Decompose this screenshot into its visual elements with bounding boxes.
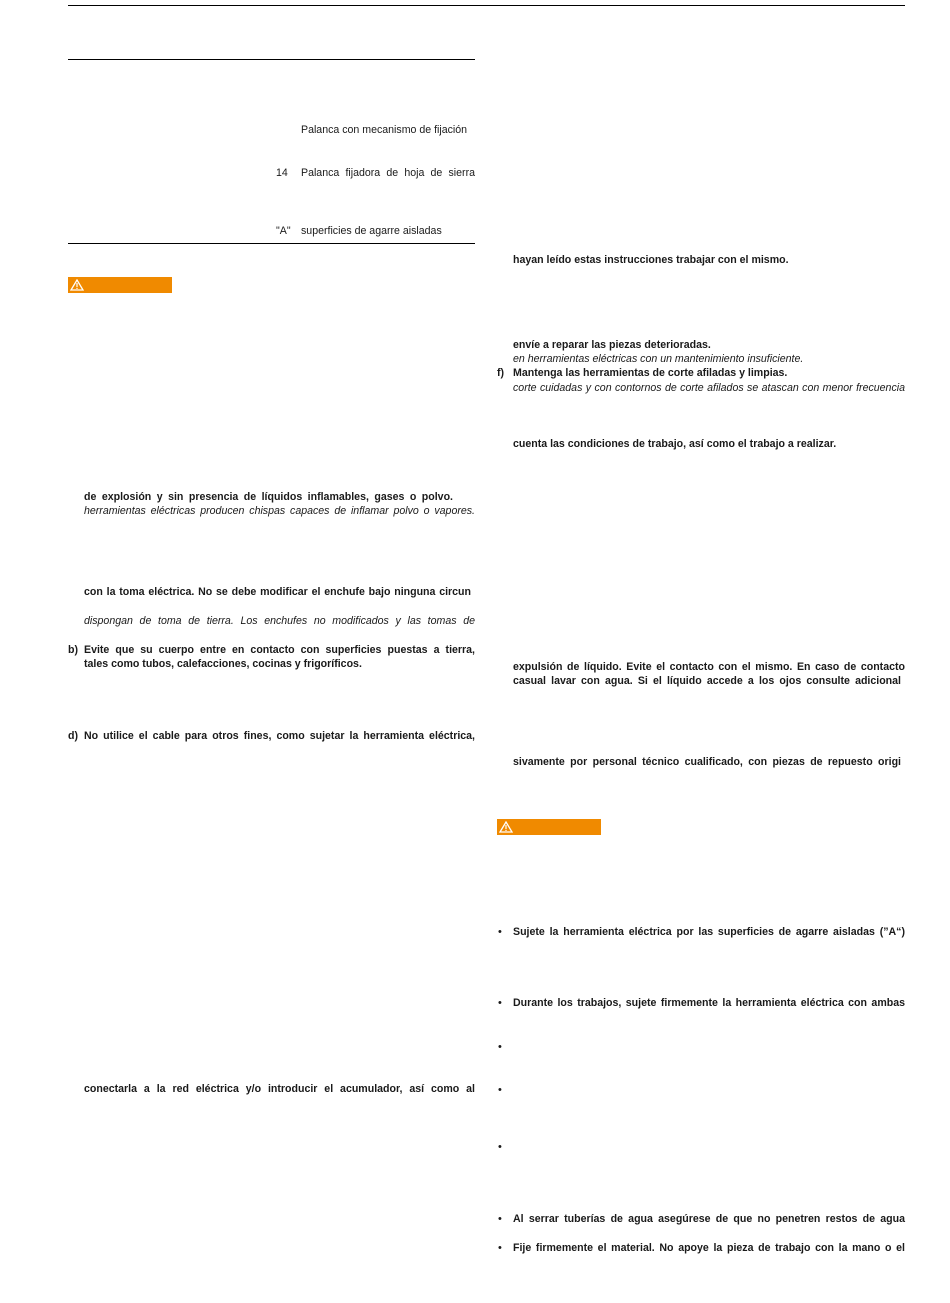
item-f-italic: corte cuidadas y con contornos de corte afilados se atascan con menor frecuencia <box>513 382 905 394</box>
bullet-symbol: • <box>498 926 502 938</box>
conditions-line: cuenta las condiciones de trabajo, así como el trabajo a realizar. <box>513 438 837 450</box>
legend-lever-locking: Palanca con mecanismo de fijación <box>301 124 468 136</box>
legend-top-rule <box>68 59 475 60</box>
connect-power-line: conectarla a la red eléctrica y/o introducir el acumulador, así como al <box>84 1083 475 1095</box>
liquid-line-2: casual lavar con agua. Si el líquido accede a los ojos consulte adicional <box>513 675 901 687</box>
bullet-symbol: • <box>498 1084 502 1096</box>
read-instructions-line: hayan leído estas instrucciones trabajar con el mismo. <box>513 254 789 266</box>
bullet-hold-text: Durante los trabajos, sujete firmemente la herramienta eléctrica con ambas <box>513 997 905 1009</box>
item-b-marker: b) <box>68 644 78 656</box>
bullet-fix-text: Fije firmemente el material. No apoye la pieza de trabajo con la mano o el <box>513 1242 905 1254</box>
item-f-marker: f) <box>497 367 505 379</box>
warning-banner-saw <box>497 819 601 835</box>
warning-triangle-icon <box>70 279 84 291</box>
legend-bottom-rule <box>68 243 475 244</box>
bullet-symbol: • <box>498 997 502 1009</box>
item-d-line-1: No utilice el cable para otros fines, como sujetar la herramienta eléctrica, <box>84 730 475 742</box>
explosion-warning-italic: herramientas eléctricas producen chispas capaces de inflamar polvo o vapores. <box>84 505 475 517</box>
bullet-symbol: • <box>498 1213 502 1225</box>
bullet-symbol: • <box>498 1141 502 1153</box>
bullet-grip-text: Sujete la herramienta eléctrica por las superficies de agarre aisladas (”A“) <box>513 926 905 938</box>
plug-warning-italic: dispongan de toma de tierra. Los enchufes no modificados y las tomas de <box>84 615 475 627</box>
bullet-symbol: • <box>498 1242 502 1254</box>
legend-item-a-number: "A" <box>276 225 291 237</box>
bullet-water-text: Al serrar tuberías de agua asegúrese de que no penetren restos de agua <box>513 1213 905 1225</box>
legend-item-a-text: superficies de agarre aisladas <box>301 225 442 237</box>
item-b-line-1: Evite que su cuerpo entre en contacto con superficies puestas a tierra, <box>84 644 475 656</box>
explosion-warning-bold: de explosión y sin presencia de líquidos inflamables, gases o polvo. <box>84 491 453 503</box>
liquid-line-1: expulsión de líquido. Evite el contacto con el mismo. En caso de contacto <box>513 661 905 673</box>
repair-italic: en herramientas eléctricas con un mantenimiento insuficiente. <box>513 353 804 365</box>
plug-warning-bold: con la toma eléctrica. No se debe modificar el enchufe bajo ninguna circun <box>84 586 471 598</box>
warning-banner-general <box>68 277 172 293</box>
top-rule <box>68 5 905 6</box>
item-b-line-2: tales como tubos, calefacciones, cocinas y frigoríficos. <box>84 658 362 670</box>
legend-item-14-text: Palanca fijadora de hoja de sierra <box>301 167 475 179</box>
warning-triangle-icon <box>499 821 513 833</box>
bullet-symbol: • <box>498 1041 502 1053</box>
repair-bold: envíe a reparar las piezas deterioradas. <box>513 339 711 351</box>
legend-item-14-number: 14 <box>276 167 288 179</box>
item-f-bold: Mantenga las herramientas de corte afiladas y limpias. <box>513 367 788 379</box>
item-d-marker: d) <box>68 730 78 742</box>
service-line: sivamente por personal técnico cualificado, con piezas de repuesto origi <box>513 756 901 768</box>
